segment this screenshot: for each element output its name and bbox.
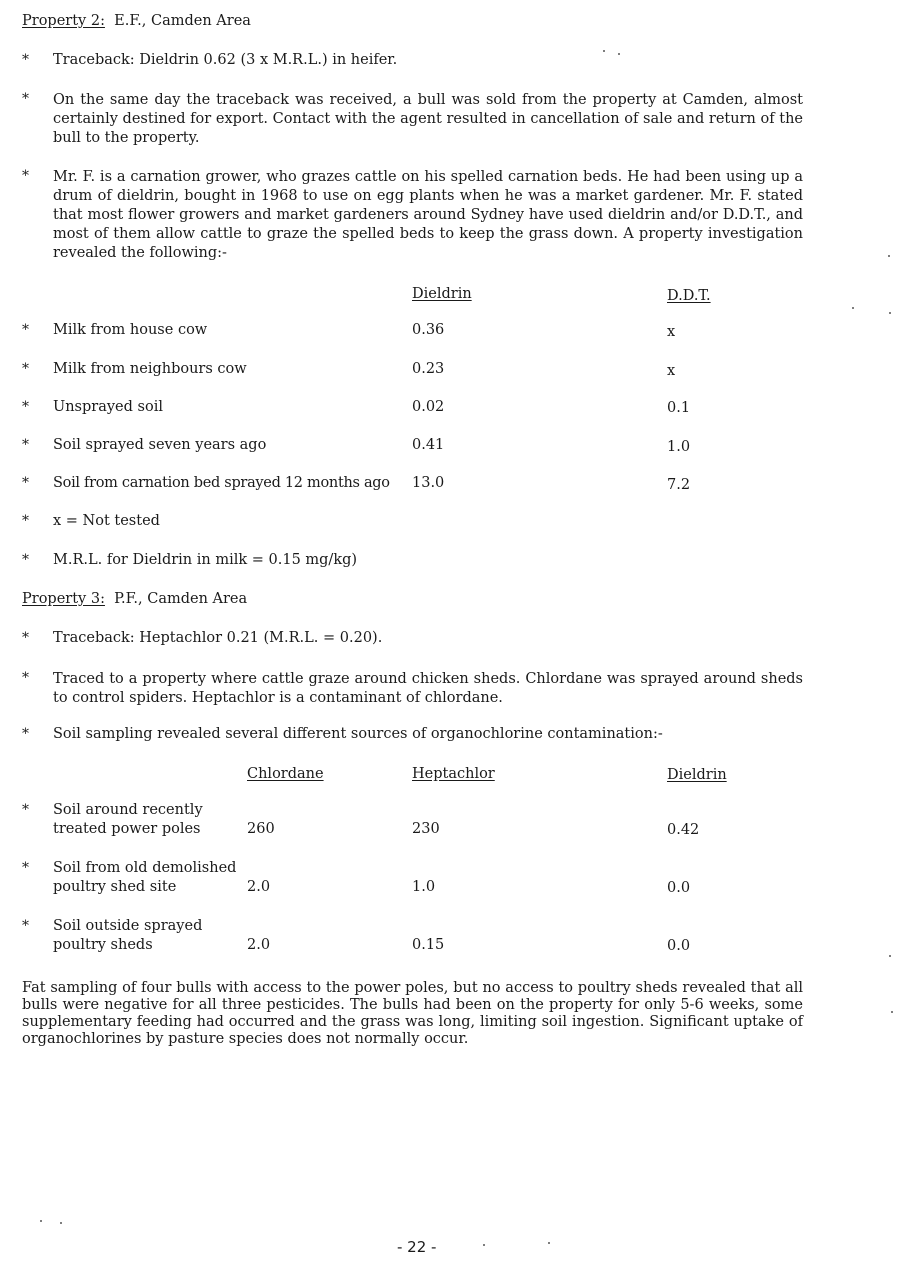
property2-bull-sale-paragraph: On the same day the traceback was received, a bull was sold from the property at Camden, almost certainly destined for export. Contact with the agent resulted in cancellation of sale and return of the bull to the property. — [53, 92, 803, 146]
property3-heading-text: P.F., Camden Area — [114, 591, 248, 607]
property2-heading — [22, 13, 251, 29]
bullet-star: * — [22, 630, 29, 646]
dieldrin-value: 0.41 — [412, 437, 445, 453]
table-header-dieldrin: Dieldrin — [412, 286, 472, 302]
bullet-star: * — [22, 670, 29, 686]
row-label: Milk from neighbours cow — [53, 361, 247, 377]
bullet-star: * — [22, 361, 29, 377]
dieldrin-value: 0.0 — [667, 880, 691, 896]
table-header-ddt: D.D.T. — [667, 288, 711, 304]
bullet-star: * — [22, 918, 29, 934]
bullet-star: * — [22, 322, 29, 338]
property3-soil-sampling: Soil sampling revealed several different sources of organochlorine contamination:- — [53, 726, 663, 742]
bullet-star: * — [22, 168, 29, 184]
ddt-value: 1.0 — [667, 439, 691, 455]
property2-carnation-paragraph: Mr. F. is a carnation grower, who grazes cattle on his spelled carnation beds. He had been using up a drum of dieldrin, bought in 1968 to use on egg plants when he was a market gardener. Mr. F. stated that most flower growers and market gardeners around Sydney have used dieldrin and/or D.D.T., and most of them allow cattle to graze the spelled beds to keep the grass down. A property investigation revealed the following:- — [53, 169, 803, 261]
heptachlor-value: 230 — [412, 821, 440, 837]
mrl-note: M.R.L. for Dieldrin in milk = 0.15 mg/kg) — [53, 552, 358, 568]
dieldrin-value: 0.02 — [412, 399, 445, 415]
property3-heading-label: Property 3: — [22, 591, 105, 607]
ddt-value: x — [667, 324, 676, 340]
dieldrin-value: 0.23 — [412, 361, 445, 377]
row-label-line1: Soil from old demolished — [53, 860, 237, 876]
bullet-star: * — [22, 437, 29, 453]
property3-traceback: Traceback: Heptachlor 0.21 (M.R.L. = 0.20). — [53, 630, 383, 646]
ddt-value: x — [667, 363, 676, 379]
row-label-line2: treated power poles — [53, 821, 201, 837]
row-label-line1: Soil outside sprayed — [53, 918, 203, 934]
bullet-star: * — [22, 552, 29, 568]
row-label: Unsprayed soil — [53, 399, 163, 415]
table-header-heptachlor: Heptachlor — [412, 766, 495, 782]
row-label: Milk from house cow — [53, 322, 208, 338]
bullet-star: * — [22, 399, 29, 415]
table-header-chlordane: Chlordane — [247, 766, 324, 782]
not-tested-note: x = Not tested — [53, 513, 160, 529]
dieldrin-value: 13.0 — [412, 475, 445, 491]
row-label-line2: poultry sheds — [53, 937, 153, 953]
heptachlor-value: 1.0 — [412, 879, 436, 895]
chlordane-value: 260 — [247, 821, 275, 837]
row-label-line1: Soil around recently — [53, 802, 203, 818]
property2-traceback: Traceback: Dieldrin 0.62 (3 x M.R.L.) in heifer. — [53, 52, 398, 68]
row-label: Soil sprayed seven years ago — [53, 437, 267, 453]
dieldrin-value: 0.0 — [667, 938, 691, 954]
heptachlor-value: 0.15 — [412, 937, 445, 953]
bullet-star: * — [22, 802, 29, 818]
table-header-dieldrin: Dieldrin — [667, 767, 727, 783]
table-row — [0, 361, 900, 381]
dieldrin-value: 0.42 — [667, 822, 700, 838]
bullet-star: * — [22, 513, 29, 529]
chlordane-value: 2.0 — [247, 879, 271, 895]
bullet-star: * — [22, 91, 29, 107]
property3-heading — [22, 591, 247, 607]
table-row — [0, 437, 900, 457]
dieldrin-value: 0.36 — [412, 322, 445, 338]
ddt-value: 0.1 — [667, 400, 691, 416]
property2-heading-text: E.F., Camden Area — [114, 13, 251, 29]
row-label-line2: poultry shed site — [53, 879, 177, 895]
property2-heading-label: Property 2: — [22, 13, 105, 29]
page-number: - 22 - — [397, 1238, 437, 1256]
bullet-star: * — [22, 860, 29, 876]
table-row — [0, 475, 900, 495]
row-label: Soil from carnation bed sprayed 12 months ago — [53, 475, 390, 491]
property3-chicken-sheds-paragraph: Traced to a property where cattle graze around chicken sheds. Chlordane was sprayed around sheds to control spiders. Heptachlor is a contaminant of chlordane. — [53, 671, 803, 706]
chlordane-value: 2.0 — [247, 937, 271, 953]
bullet-star: * — [22, 475, 29, 491]
bullet-star: * — [22, 52, 29, 68]
closing-paragraph: Fat sampling of four bulls with access to the power poles, but no access to poultry sheds revealed that all bulls were negative for all three pesticides. The bulls had been on the property for only 5-6 weeks, some supplementary feeding had occurred and the grass was long, limiting soil ingestion. Significant uptake of organochlorines by pasture species does not normally occur. — [22, 980, 803, 1047]
table-row — [0, 322, 900, 342]
ddt-value: 7.2 — [667, 477, 691, 493]
table-row — [0, 399, 900, 419]
bullet-star: * — [22, 726, 29, 742]
